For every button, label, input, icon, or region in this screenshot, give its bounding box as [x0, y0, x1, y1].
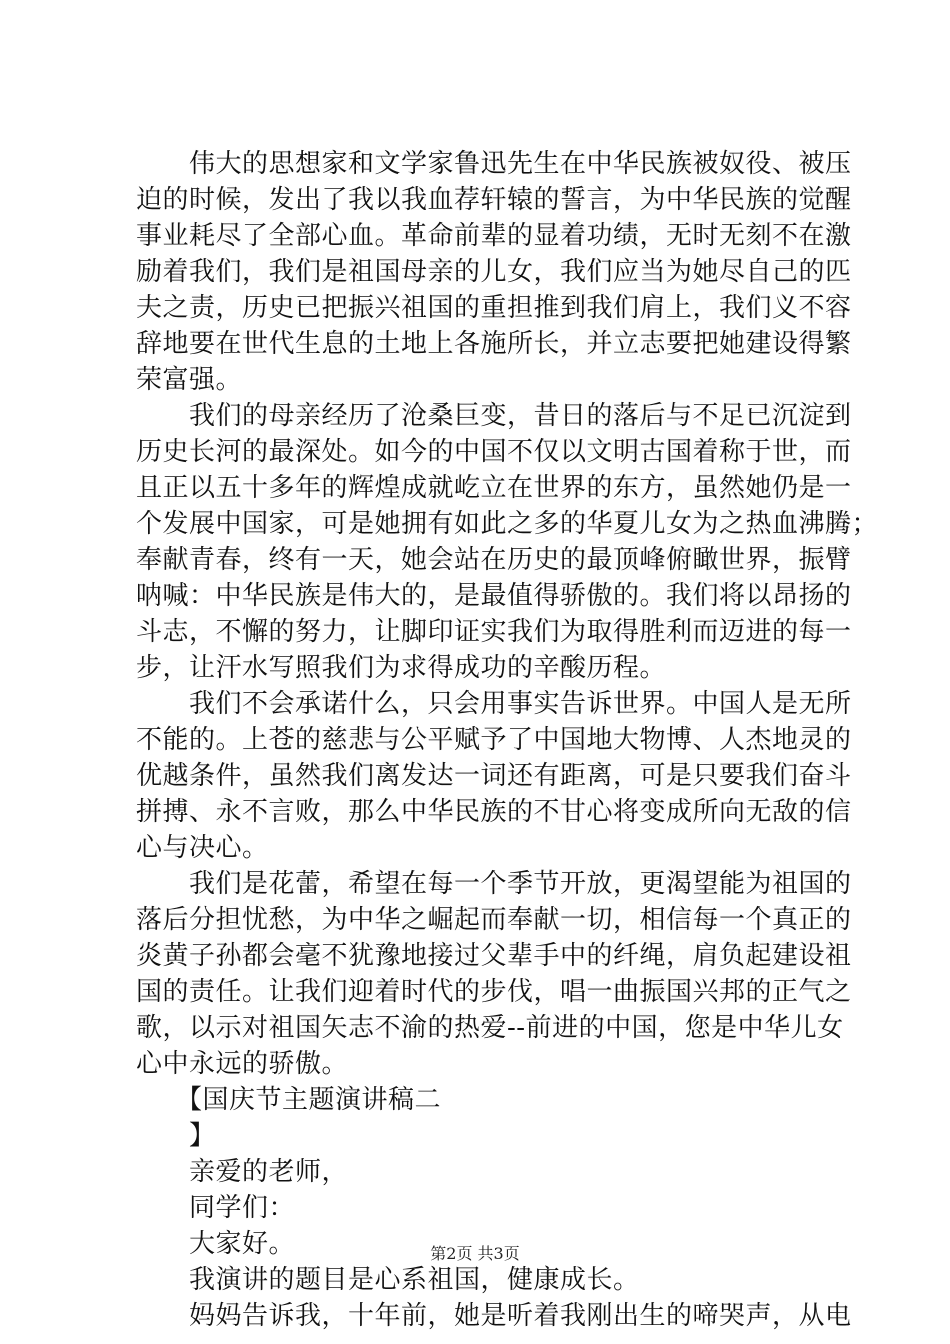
text-line: 我演讲的题目是心系祖国，健康成长。 — [136, 1265, 640, 1295]
text-line: 心中永远的骄傲。 — [136, 1049, 349, 1079]
text-line: 优越条件，虽然我们离发达一词还有距离，可是只要我们奋斗 — [136, 761, 852, 791]
text-line: 个发展中国家，可是她拥有如此之多的华夏儿女为之热血沸腾； — [136, 509, 879, 539]
text-line: 奉献青春，终有一天，她会站在历史的最顶峰俯瞰世界，振臂 — [136, 545, 852, 575]
text-line: 心与决心。 — [136, 833, 269, 863]
text-line: 荣富强。 — [136, 365, 243, 395]
text-line: 斗志，不懈的努力，让脚印证实我们为取得胜利而迈进的每一 — [136, 617, 852, 647]
text-line: 励着我们，我们是祖国母亲的儿女，我们应当为她尽自己的匹 — [136, 257, 852, 287]
section-heading: 【国庆节主题演讲稿二 — [136, 1085, 442, 1115]
text-line: 亲爱的老师， — [136, 1157, 349, 1187]
text-line: 辞地要在世代生息的土地上各施所长，并立志要把她建设得繁 — [136, 329, 852, 359]
text-line: 我们是花蕾，希望在每一个季节开放，更渴望能为祖国的 — [136, 869, 852, 899]
text-line: 歌，以示对祖国矢志不渝的热爱--前进的中国，您是中华儿女 — [136, 1013, 844, 1043]
text-line: 历史长河的最深处。如今的中国不仅以文明古国着称于世，而 — [136, 437, 852, 467]
text-line: 大家好。 — [136, 1229, 296, 1259]
text-line: 国的责任。让我们迎着时代的步伐，唱一曲振国兴邦的正气之 — [136, 977, 852, 1007]
text-line: 落后分担忧愁，为中华之崛起而奉献一切，相信每一个真正的 — [136, 905, 852, 935]
text-line: 炎黄子孙都会毫不犹豫地接过父辈手中的纤绳，肩负起建设祖 — [136, 941, 852, 971]
text-line: 同学们： — [136, 1193, 296, 1223]
text-line: 不能的。上苍的慈悲与公平赋予了中国地大物博、人杰地灵的 — [136, 725, 852, 755]
text-line: 我们不会承诺什么，只会用事实告诉世界。中国人是无所 — [136, 689, 852, 719]
text-line: 妈妈告诉我，十年前，她是听着我刚出生的啼哭声，从电 — [136, 1301, 852, 1331]
text-line: 迫的时候，发出了我以我血荐轩辕的誓言，为中华民族的觉醒 — [136, 185, 852, 215]
text-line: 呐喊：中华民族是伟大的，是最值得骄傲的。我们将以昂扬的 — [136, 581, 852, 611]
text-line: 事业耗尽了全部心血。革命前辈的显着功绩，无时无刻不在激 — [136, 221, 852, 251]
text-line: 且正以五十多年的辉煌成就屹立在世界的东方，虽然她仍是一 — [136, 473, 852, 503]
section-heading-bracket: 】 — [136, 1121, 216, 1151]
text-line: 我们的母亲经历了沧桑巨变，昔日的落后与不足已沉淀到 — [136, 401, 852, 431]
page-number-footer: 第2页 共3页 — [430, 1244, 520, 1263]
text-line: 夫之责，历史已把振兴祖国的重担推到我们肩上，我们义不容 — [136, 293, 852, 323]
text-line: 拼搏、永不言败，那么中华民族的不甘心将变成所向无敌的信 — [136, 797, 852, 827]
text-line: 伟大的思想家和文学家鲁迅先生在中华民族被奴役、被压 — [136, 149, 852, 179]
text-line: 步，让汗水写照我们为求得成功的辛酸历程。 — [136, 653, 667, 683]
